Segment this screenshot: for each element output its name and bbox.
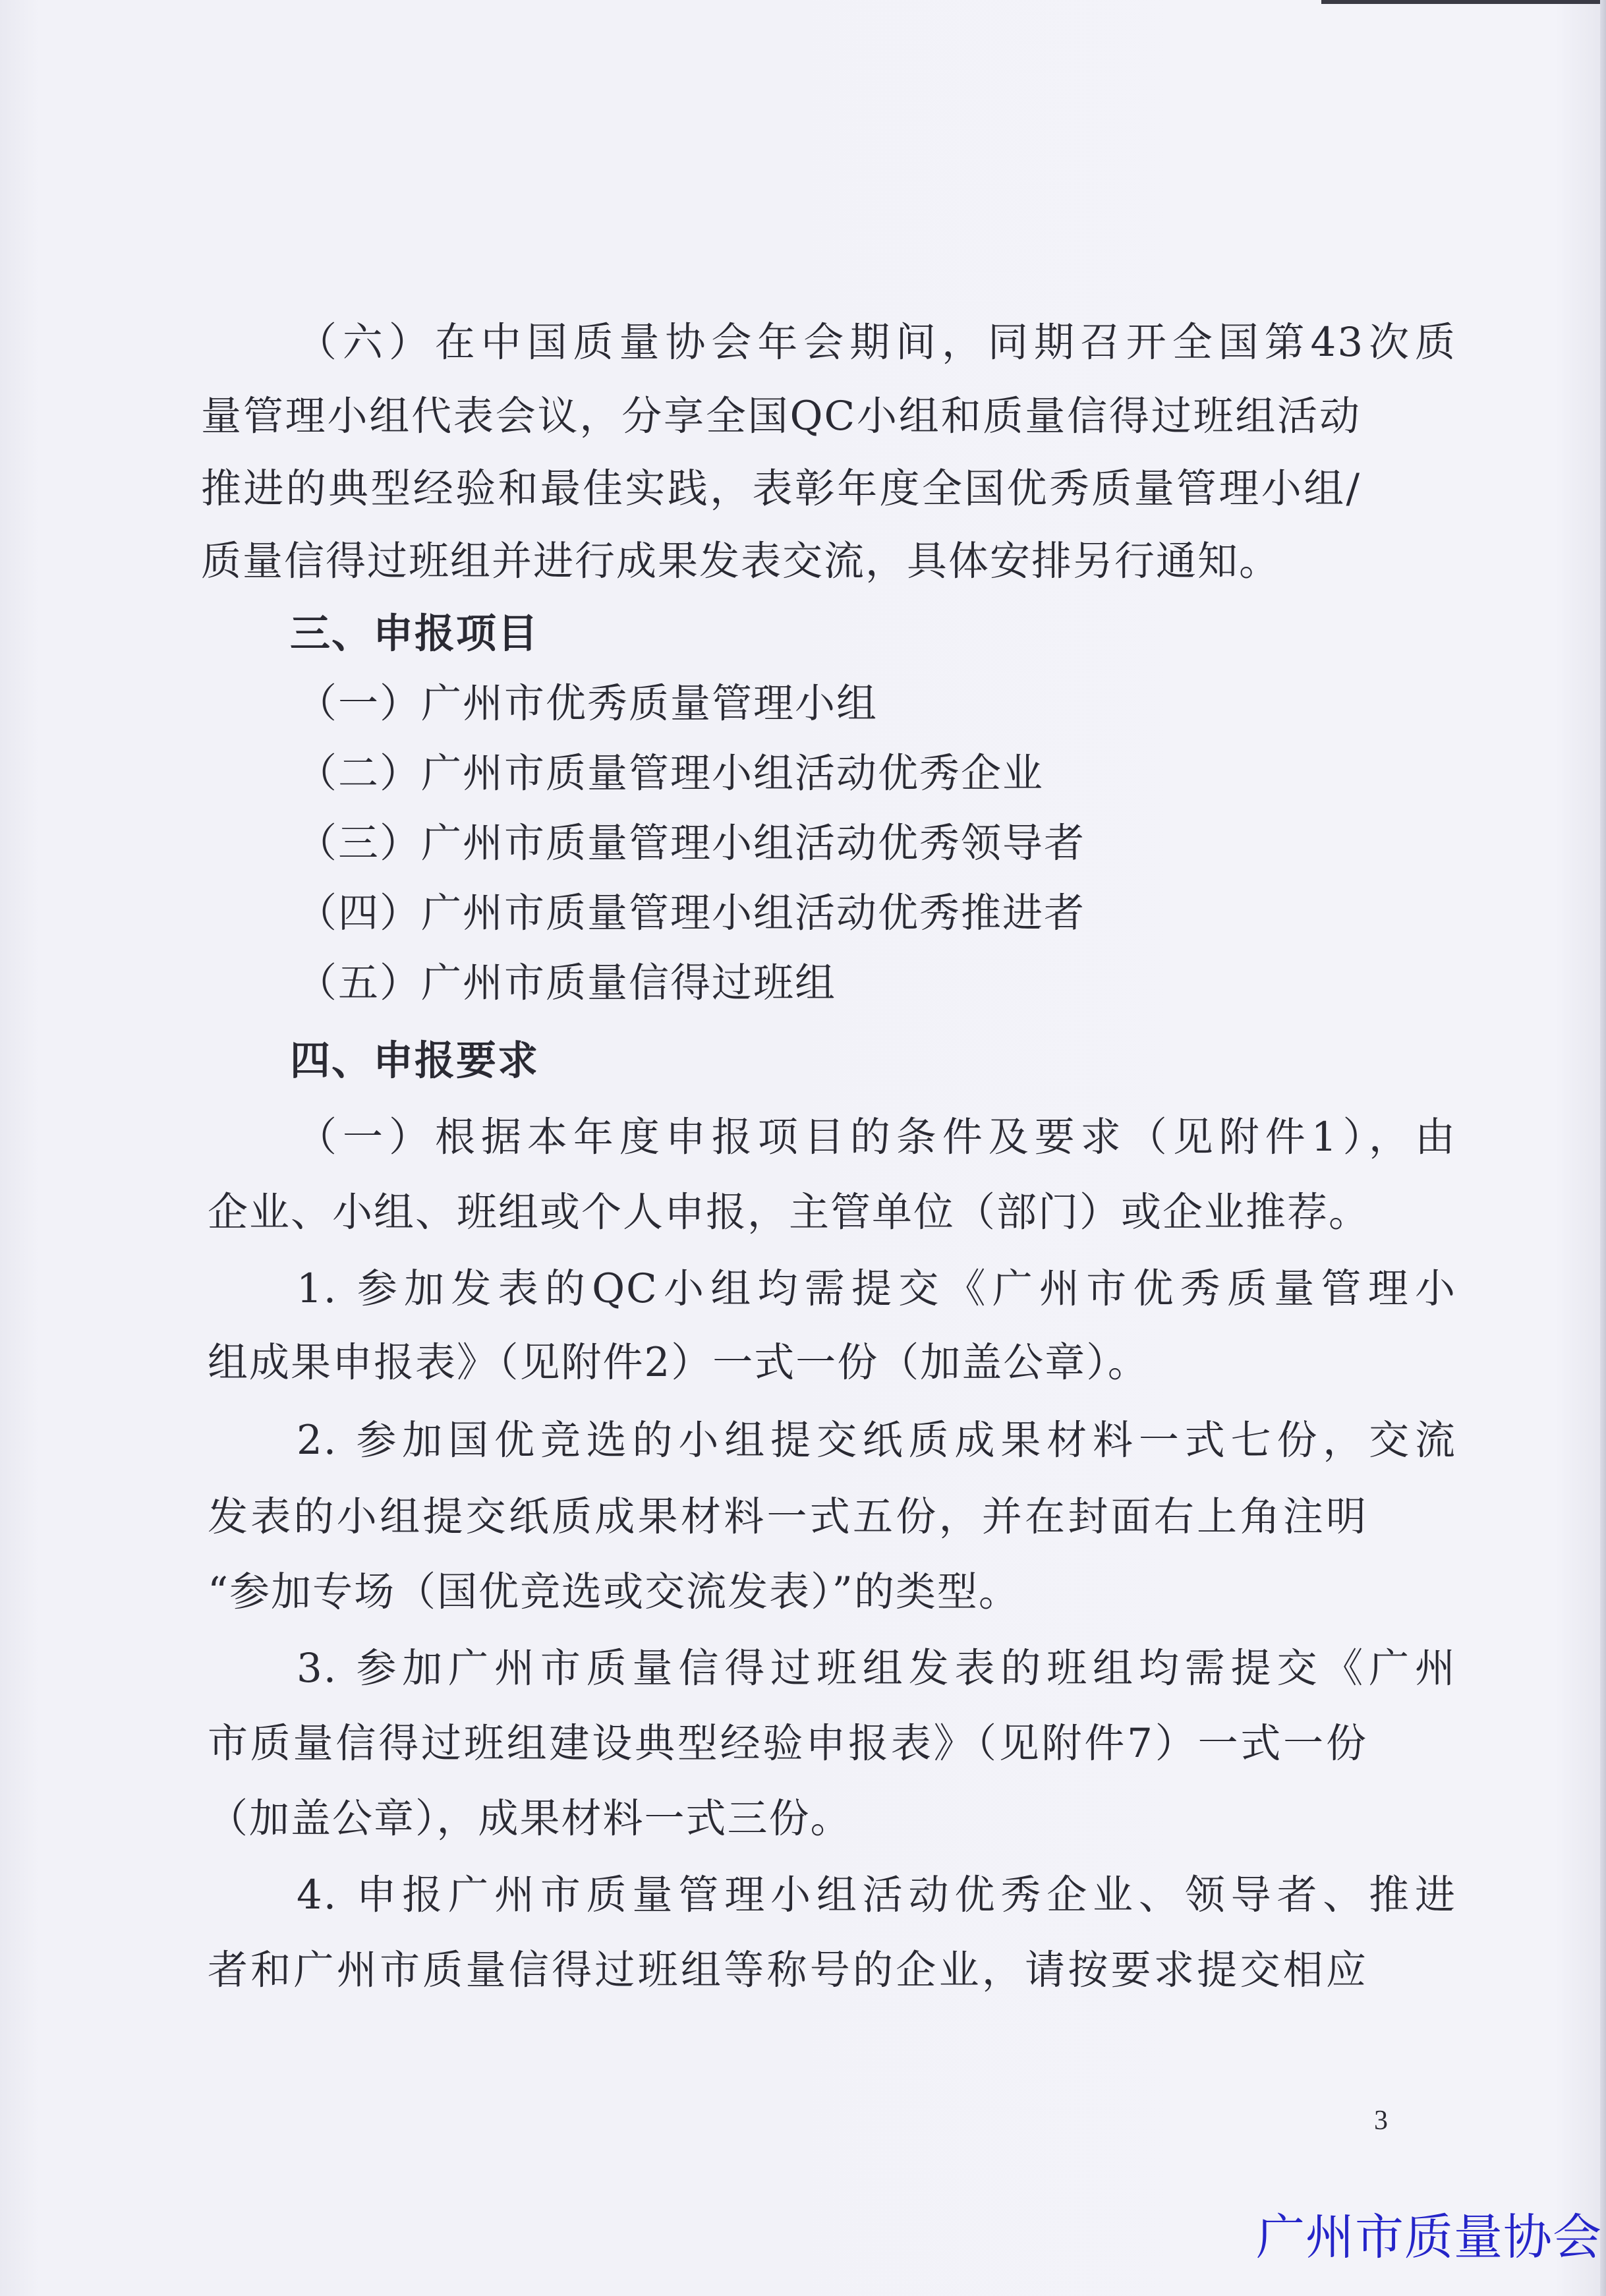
watermark-text: 广州市质量协会 [1256, 2209, 1602, 2266]
requirement-line-4: 组成果申报表》（见附件2）一式一份（加盖公章）。 [208, 1339, 1149, 1386]
list-item-1: （一）广州市优秀质量管理小组 [297, 680, 878, 727]
requirement-line-3: 1. 参加发表的QC小组均需提交《广州市优秀质量管理小 [297, 1265, 1456, 1312]
list-item-5: （五）广州市质量信得过班组 [297, 960, 837, 1006]
requirement-line-7: “参加专场（国优竞选或交流发表）”的类型。 [208, 1568, 1020, 1615]
scan-edge-right [1600, 0, 1606, 2296]
scan-edge-top [1321, 0, 1606, 4]
requirement-line-5: 2. 参加国优竞选的小组提交纸质成果材料一式七份，交流 [297, 1417, 1456, 1464]
requirement-line-11: 4. 申报广州市质量管理小组活动优秀企业、领导者、推进 [297, 1872, 1456, 1918]
section-heading-4: 四、申报要求 [290, 1037, 540, 1084]
requirement-line-6: 发表的小组提交纸质成果材料一式五份，并在封面右上角注明 [208, 1493, 1367, 1540]
section-heading-3: 三、申报项目 [290, 610, 540, 657]
paragraph-line-4: 质量信得过班组并进行成果发表交流，具体安排另行通知。 [201, 538, 1281, 585]
list-item-3: （三）广州市质量管理小组活动优秀领导者 [297, 820, 1086, 867]
requirement-line-10: （加盖公章），成果材料一式三份。 [208, 1795, 852, 1842]
list-item-2: （二）广州市质量管理小组活动优秀企业 [297, 750, 1045, 797]
requirement-line-9: 市质量信得过班组建设典型经验申报表》（见附件7）一式一份 [208, 1720, 1367, 1767]
paragraph-line-3: 推进的典型经验和最佳实践，表彰年度全国优秀质量管理小组/ [201, 465, 1361, 512]
list-item-4: （四）广州市质量管理小组活动优秀推进者 [297, 890, 1086, 936]
paragraph-line-1: （六）在中国质量协会年会期间，同期召开全国第43次质 [297, 319, 1456, 366]
requirement-line-2: 企业、小组、班组或个人申报，主管单位（部门）或企业推荐。 [208, 1189, 1371, 1236]
page-number: 3 [1374, 2106, 1388, 2136]
requirement-line-8: 3. 参加广州市质量信得过班组发表的班组均需提交《广州 [297, 1645, 1456, 1692]
paragraph-line-2: 量管理小组代表会议，分享全国QC小组和质量信得过班组活动 [201, 393, 1361, 440]
requirement-line-12: 者和广州市质量信得过班组等称号的企业，请按要求提交相应 [208, 1947, 1367, 1994]
requirement-line-1: （一）根据本年度申报项目的条件及要求（见附件1），由 [297, 1114, 1456, 1161]
